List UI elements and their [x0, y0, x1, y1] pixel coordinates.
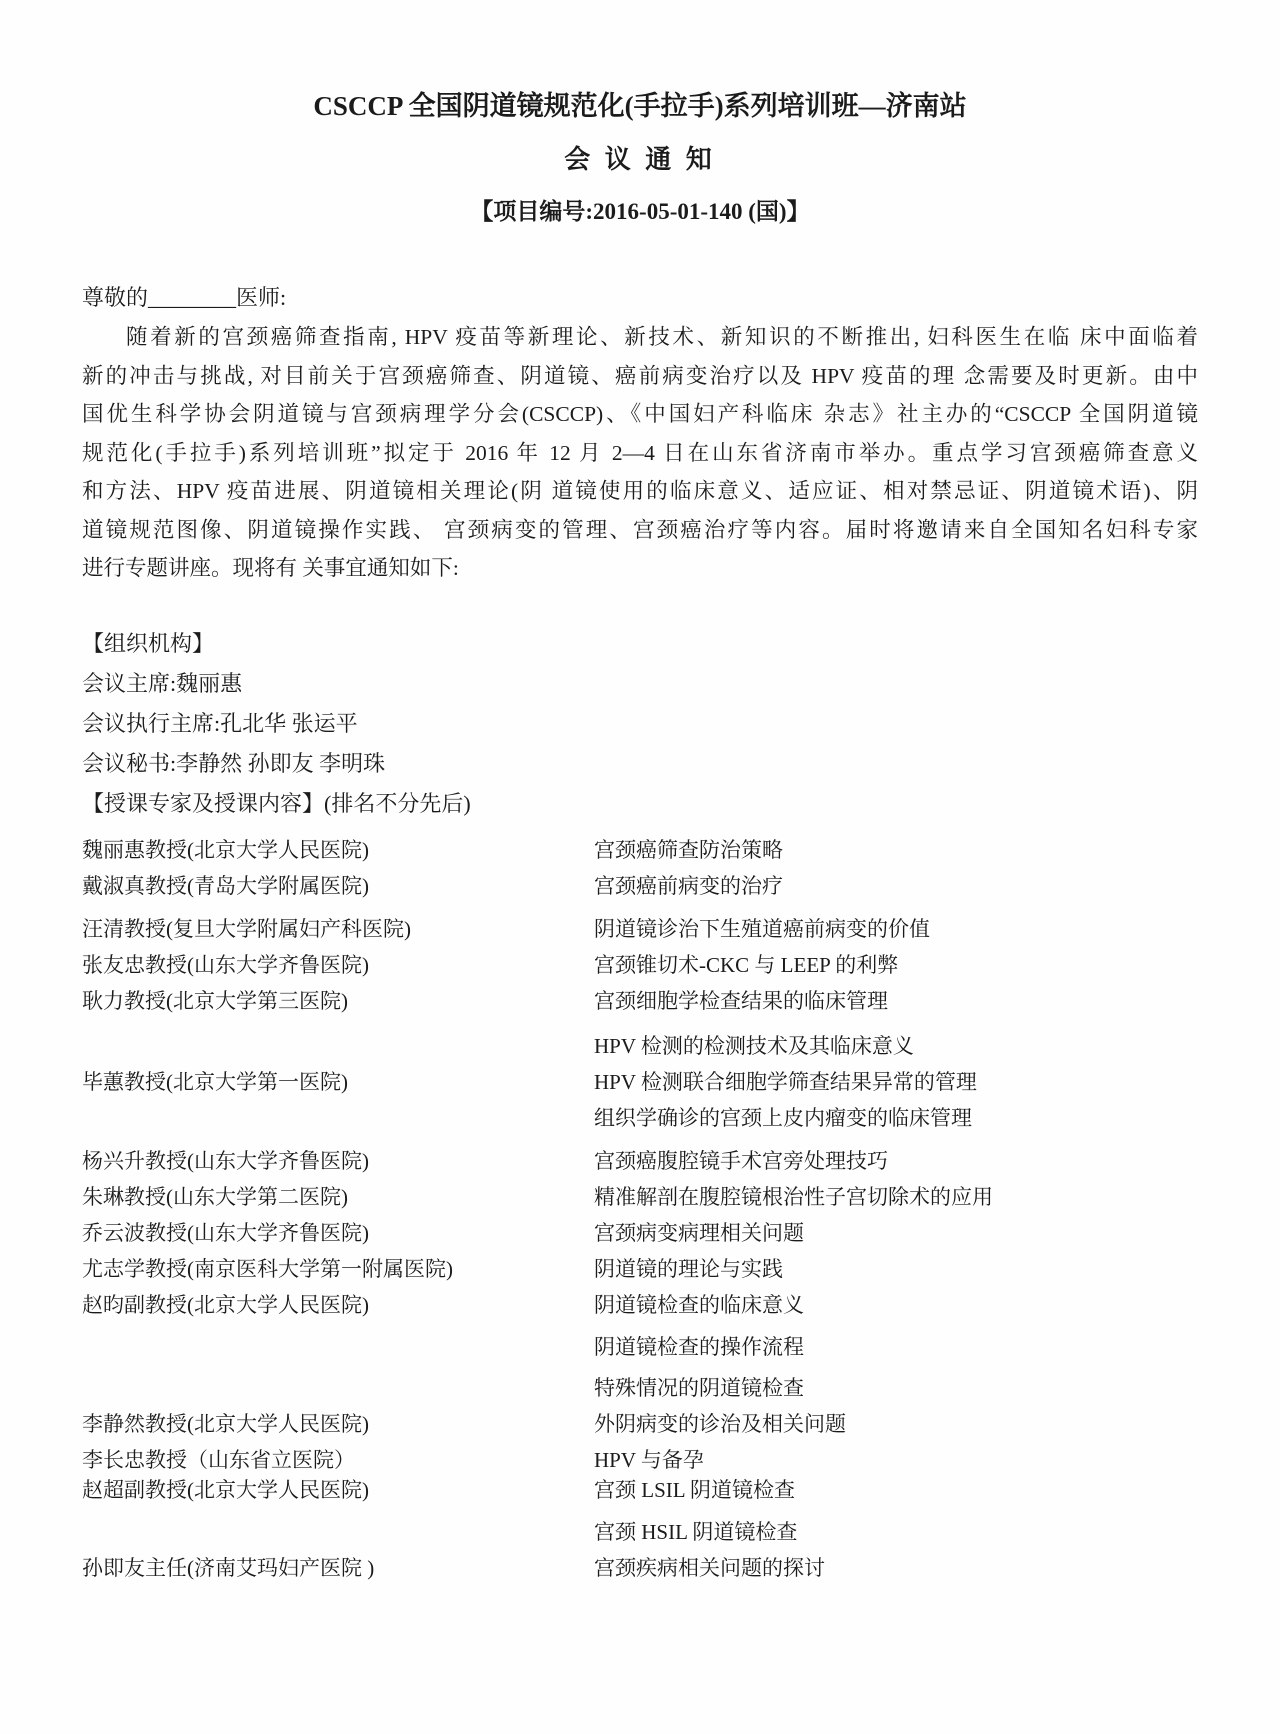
faculty-row: [82, 1406, 1198, 1442]
faculty-topic: 阴道镜的理论与实践: [594, 1256, 783, 1281]
faculty-row: [82, 868, 1198, 904]
notice-subtitle: 会 议 通 知: [564, 145, 716, 174]
faculty-name: 耿力教授(北京大学第三医院): [82, 988, 348, 1013]
faculty-name: 孙即友主任(济南艾玛妇产医院 ): [82, 1555, 375, 1580]
faculty-row: [82, 1550, 1198, 1586]
faculty-topic: 阴道镜诊治下生殖道癌前病变的价值: [594, 916, 930, 941]
faculty-topic: 宫颈细胞学检查结果的临床管理: [594, 988, 888, 1013]
faculty-row: [82, 1472, 1198, 1508]
faculty-name: 戴淑真教授(青岛大学附属医院): [82, 873, 369, 898]
org-exec-chair: 会议执行主席:孔北华 张运平: [82, 710, 358, 736]
faculty-name: [82, 1100, 594, 1136]
intro-line: 和方法、HPV 疫苗进展、阴道镜相关理论(阴 道镜使用的临床意义、适应证、相对禁忌证、阴道镜术语)、阴: [82, 479, 1198, 503]
faculty-topic: 宫颈疾病相关问题的探讨: [594, 1555, 825, 1580]
faculty-topic: HPV 检测联合细胞学筛查结果异常的管理: [594, 1069, 977, 1094]
faculty-row: [82, 1370, 1198, 1406]
faculty-topic: HPV 检测的检测技术及其临床意义: [594, 1033, 914, 1058]
faculty-row: [82, 832, 1198, 868]
section-faculty-header: 【授课专家及授课内容】(排名不分先后): [82, 790, 471, 816]
faculty-row: [82, 983, 1198, 1019]
faculty-topic: 宫颈癌前病变的治疗: [594, 873, 783, 898]
faculty-topic: 阴道镜检查的临床意义: [594, 1292, 804, 1317]
faculty-name: 张友忠教授(山东大学齐鲁医院): [82, 952, 369, 977]
section-org-header: 【组织机构】: [82, 630, 215, 656]
faculty-name: 杨兴升教授(山东大学齐鲁医院): [82, 1148, 369, 1173]
faculty-topic: HPV 与备孕: [594, 1447, 704, 1472]
faculty-row: [82, 1100, 1198, 1136]
intro-line: 新的冲击与挑战, 对目前关于宫颈癌筛查、阴道镜、癌前病变治疗以及 HPV 疫苗的理 念需要及时更新。由中: [82, 363, 1198, 388]
faculty-topic: 宫颈癌筛查防治策略: [594, 837, 783, 862]
intro-line: 随着新的宫颈癌筛查指南, HPV 疫苗等新理论、新技术、新知识的不断推出, 妇科医生在临 床中面临着: [126, 325, 1198, 349]
greeting-line: 尊敬的________医师:: [82, 285, 287, 310]
faculty-name: [82, 1329, 594, 1365]
faculty-name: 毕蕙教授(北京大学第一医院): [82, 1069, 348, 1094]
faculty-row: [82, 1064, 1198, 1100]
faculty-topic: 宫颈病变病理相关问题: [594, 1220, 804, 1245]
intro-line: 规范化(手拉手)系列培训班”拟定于 2016 年 12 月 2—4 日在山东省济南市举办。重点学习宫颈癌筛查意义: [82, 440, 1198, 465]
intro-paragraph: [82, 318, 1198, 588]
faculty-name: [82, 1514, 594, 1550]
faculty-row: [82, 1215, 1198, 1251]
faculty-row: [82, 1514, 1198, 1550]
faculty-name: 赵超副教授(北京大学人民医院): [82, 1477, 369, 1502]
faculty-topic: 宫颈 HSIL 阴道镜检查: [594, 1519, 798, 1544]
faculty-topic: 宫颈癌腹腔镜手术宫旁处理技巧: [594, 1148, 888, 1173]
project-number: 【项目编号:2016-05-01-140 (国)】: [470, 199, 810, 224]
faculty-topic: 特殊情况的阴道镜检查: [594, 1375, 804, 1400]
faculty-row: [82, 947, 1198, 983]
faculty-topic: 外阴病变的诊治及相关问题: [594, 1411, 846, 1436]
org-secretary: 会议秘书:李静然 孙即友 李明珠: [82, 750, 386, 776]
intro-line: 国优生科学协会阴道镜与宫颈病理学分会(CSCCP)、《中国妇产科临床 杂志》社主办的“CSCCP 全国阴道镜: [82, 402, 1198, 426]
faculty-row: [82, 1028, 1198, 1064]
faculty-row: [82, 1143, 1198, 1179]
faculty-name: 朱琳教授(山东大学第二医院): [82, 1184, 348, 1209]
faculty-topic: 精准解剖在腹腔镜根治性子宫切除术的应用: [594, 1184, 993, 1209]
faculty-name: [82, 1370, 594, 1406]
intro-line: 进行专题讲座。现将有 关事宜通知如下:: [82, 556, 459, 580]
faculty-row: [82, 1179, 1198, 1215]
faculty-row: [82, 911, 1198, 947]
faculty-row: [82, 1329, 1198, 1365]
faculty-topic: 组织学确诊的宫颈上皮内瘤变的临床管理: [594, 1105, 972, 1130]
page-title: CSCCP 全国阴道镜规范化(手拉手)系列培训班—济南站: [313, 91, 967, 121]
faculty-topic: 宫颈 LSIL 阴道镜检查: [594, 1477, 796, 1502]
faculty-topic: 阴道镜检查的操作流程: [594, 1334, 804, 1359]
faculty-name: [82, 1028, 594, 1064]
intro-line: 道镜规范图像、阴道镜操作实践、 宫颈病变的管理、宫颈癌治疗等内容。届时将邀请来自全国知名妇科专家: [82, 517, 1198, 542]
faculty-name: 赵昀副教授(北京大学人民医院): [82, 1292, 369, 1317]
faculty-row: [82, 1287, 1198, 1323]
faculty-name: 李静然教授(北京大学人民医院): [82, 1411, 369, 1436]
faculty-topic: 宫颈锥切术-CKC 与 LEEP 的利弊: [594, 952, 899, 977]
faculty-name: 李长忠教授（山东省立医院）: [82, 1447, 355, 1472]
faculty-row: [82, 1251, 1198, 1287]
faculty-name: 乔云波教授(山东大学齐鲁医院): [82, 1220, 369, 1245]
faculty-rows: [82, 832, 1198, 1586]
faculty-name: 汪清教授(复旦大学附属妇产科医院): [82, 916, 411, 941]
org-chair: 会议主席:魏丽惠: [82, 670, 243, 696]
faculty-name: 尤志学教授(南京医科大学第一附属医院): [82, 1256, 453, 1281]
faculty-name: 魏丽惠教授(北京大学人民医院): [82, 837, 369, 862]
